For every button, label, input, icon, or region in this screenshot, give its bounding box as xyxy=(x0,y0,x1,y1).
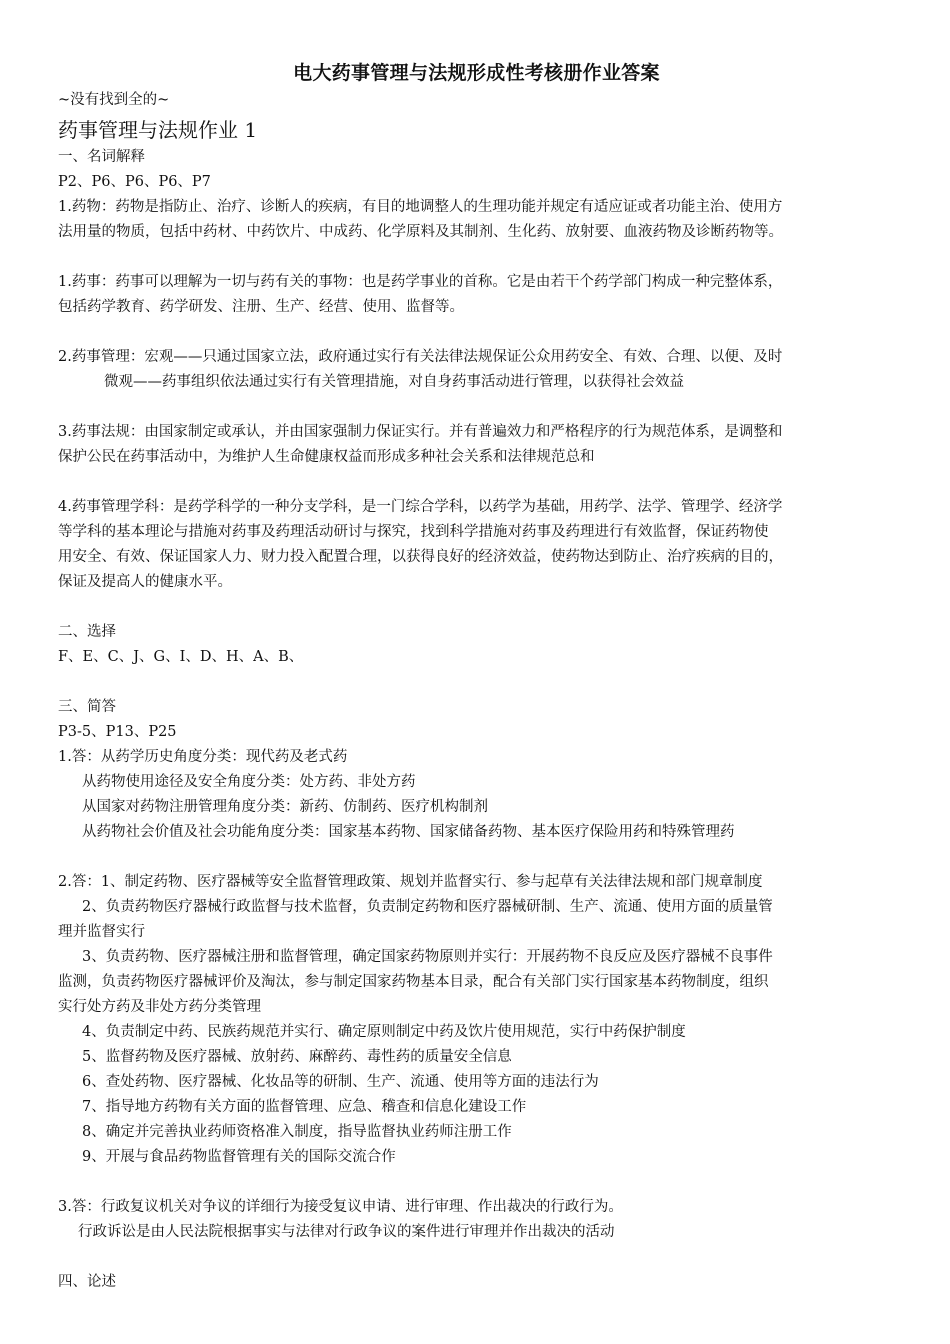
answer-text: 3、负责药物、医疗器械注册和监督管理，确定国家药物原则并实行：开展药物不良反应及医疗器械不良事件 xyxy=(82,949,773,965)
section-header-choice: 二、选择 xyxy=(58,624,116,640)
answer-text: 行政诉讼是由人民法院根据事实与法律对行政争议的案件进行审理并作出裁决的活动 xyxy=(78,1224,615,1240)
spacer xyxy=(58,1245,895,1270)
answer-text: 监测，负责药物医疗器械评价及淘汰，参与制定国家药物基本目录，配合有关部门实行国家基本药物制度，组织 xyxy=(58,974,769,990)
definition-text: 2.药事管理：宏观——只通过国家立法，政府通过实行有关法律法规保证公众用药安全、有效、合理、以便、及时 xyxy=(58,349,783,365)
definition-text: 微观——药事组织依法通过实行有关管理措施，对自身药事活动进行管理，以获得社会效益 xyxy=(104,374,684,390)
answer-text: 从国家对药物注册管理角度分类：新药、仿制药、医疗机构制剂 xyxy=(82,799,488,815)
answer-text: 5、监督药物及医疗器械、放射药、麻醉药、毒性药的质量安全信息 xyxy=(82,1049,512,1065)
spacer xyxy=(58,395,895,420)
section-header-short-answer: 三、简答 xyxy=(58,699,116,715)
definition-text: 1.药物：药物是指防止、治疗、诊断人的疾病，有目的地调整人的生理功能并规定有适应证或者功能主治、使用方 xyxy=(58,199,783,215)
answer-text: 实行处方药及非处方药分类管理 xyxy=(58,999,261,1015)
answer-text: 2.答：1、制定药物、医疗器械等安全监督管理政策、规划并监督实行、参与起草有关法律法规和部门规章制度 xyxy=(58,874,763,890)
answer-text: 1.答：从药学历史角度分类：现代药及老式药 xyxy=(58,749,348,765)
page-references: P2、P6、P6、P6、P7 xyxy=(58,174,211,190)
definition-text: 1.药事：药事可以理解为一切与药有关的事物：也是药学事业的首称。它是由若干个药学部门构成一种完整体系， xyxy=(58,274,783,290)
note-text: ~没有找到全的~ xyxy=(58,92,170,108)
spacer xyxy=(58,470,895,495)
answer-text: 从药物使用途径及安全角度分类：处方药、非处方药 xyxy=(82,774,416,790)
answer-text: 8、确定并完善执业药师资格准入制度，指导监督执业药师注册工作 xyxy=(82,1124,512,1140)
choice-answers: F、E、C、J、G、I、D、H、A、B、 xyxy=(58,649,304,665)
spacer xyxy=(58,670,895,695)
definition-text: 法用量的物质，包括中药材、中药饮片、中成药、化学原料及其制剂、生化药、放射要、血液药物及诊断药物等。 xyxy=(58,224,783,240)
section-header-essay: 四、论述 xyxy=(58,1274,116,1290)
assignment-heading: 药事管理与法规作业 1 xyxy=(58,118,258,142)
spacer xyxy=(58,845,895,870)
spacer xyxy=(58,245,895,270)
answer-text: 7、指导地方药物有关方面的监督管理、应急、稽查和信息化建设工作 xyxy=(82,1099,527,1115)
definition-text: 保证及提高人的健康水平。 xyxy=(58,574,232,590)
answer-text: 4、负责制定中药、民族药规范并实行、确定原则制定中药及饮片使用规范，实行中药保护制度 xyxy=(82,1024,686,1040)
section-header-definitions: 一、名词解释 xyxy=(58,149,145,165)
answer-text: 9、开展与食品药物监督管理有关的国际交流合作 xyxy=(82,1149,396,1165)
spacer xyxy=(58,1170,895,1195)
page-references: P3-5、P13、P25 xyxy=(58,724,177,740)
answer-text: 理并监督实行 xyxy=(58,924,145,940)
answer-text: 3.答：行政复议机关对争议的详细行为接受复议申请、进行审理、作出裁决的行政行为。 xyxy=(58,1199,623,1215)
spacer xyxy=(58,595,895,620)
spacer xyxy=(58,320,895,345)
definition-text: 4.药事管理学科：是药学科学的一种分支学科，是一门综合学科，以药学为基础，用药学、法学、管理学、经济学 xyxy=(58,499,783,515)
definition-text: 保护公民在药事活动中，为维护人生命健康权益而形成多种社会关系和法律规范总和 xyxy=(58,449,595,465)
answer-text: 2、负责药物医疗器械行政监督与技术监督，负责制定药物和医疗器械研制、生产、流通、使用方面的质量管 xyxy=(82,899,773,915)
definition-text: 用安全、有效、保证国家人力、财力投入配置合理，以获得良好的经济效益，使药物达到防止、治疗疾病的目的， xyxy=(58,549,783,565)
definition-text: 等学科的基本理论与措施对药事及药理活动研讨与探究，找到科学措施对药事及药理进行有效监督，保证药物使 xyxy=(58,524,769,540)
definition-text: 包括药学教育、药学研发、注册、生产、经营、使用、监督等。 xyxy=(58,299,464,315)
answer-text: 6、查处药物、医疗器械、化妆品等的研制、生产、流通、使用等方面的违法行为 xyxy=(82,1074,599,1090)
definition-text: 3.药事法规：由国家制定或承认，并由国家强制力保证实行。并有普遍效力和严格程序的行为规范体系，是调整和 xyxy=(58,424,783,440)
document-title: 电大药事管理与法规形成性考核册作业答案 xyxy=(293,62,660,84)
answer-text: 从药物社会价值及社会功能角度分类：国家基本药物、国家储备药物、基本医疗保险用药和特殊管理药 xyxy=(82,824,735,840)
